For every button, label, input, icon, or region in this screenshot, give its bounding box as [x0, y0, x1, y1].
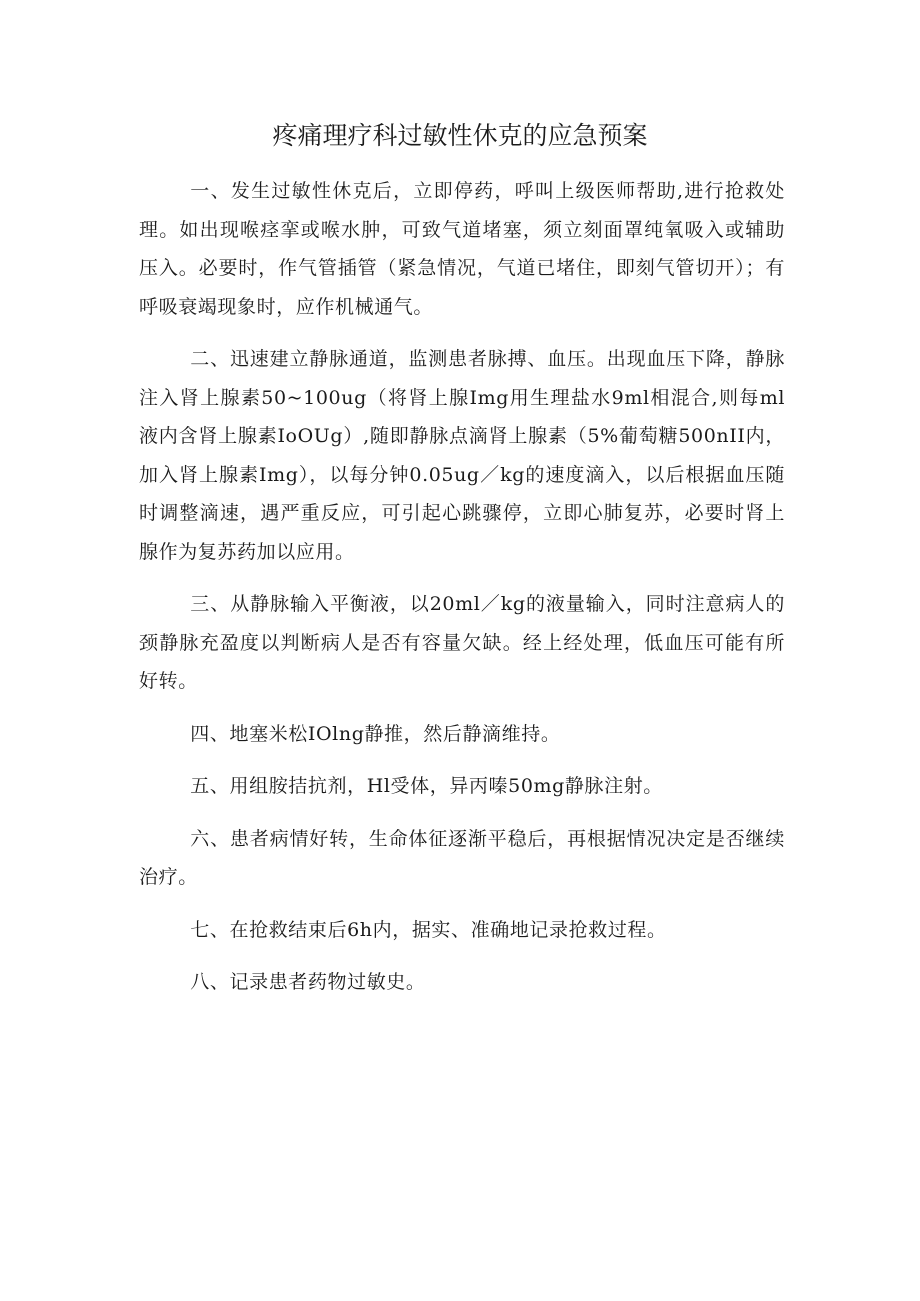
- document-body: [139, 172, 785, 1016]
- paragraph-8: 八、记录患者药物过敏史。: [190, 971, 426, 993]
- paragraph-3: 三、从静脉输入平衡液，以20ml／kg的液量输入，同时注意病人的颈静脉充盈度以判断病人是否有容量欠缺。经上经处理，低血压可能有所好转。: [139, 593, 785, 692]
- paragraph-7: 七、在抢救结束后6h内，据实、准确地记录抢救过程。: [190, 918, 667, 941]
- paragraph-1: 一、发生过敏性休克后，立即停药，呼叫上级医师帮助,进行抢救处理。如出现喉痉挛或喉水肿，可致气道堵塞，须立刻面罩纯氧吸入或辅助压入。必要时，作气管插管（紧急情况，气道已堵住，即刻气管切开）；有呼吸衰竭现象时，应作机械通气。: [139, 180, 785, 318]
- document-title: 疼痛理疗科过敏性休克的应急预案: [272, 121, 648, 150]
- paragraph-2: 二、迅速建立静脉通道，监测患者脉搏、血压。出现血压下降，静脉注入肾上腺素50~100ug（将肾上腺Img用生理盐水9ml相混合,则每ml液内含肾上腺素IoOUg）,随即静脉点滴肾上腺素（5%葡萄糖500nII内，加入肾上腺素Img），以每分钟0.05ug／kg的速度滴入，以后根据血压随时调整滴速，遇严重反应，可引起心跳骤停，立即心肺复苏，必要时肾上腺作为复苏药加以应用。: [139, 348, 785, 563]
- paragraph-6: 六、患者病情好转，生命体征逐渐平稳后，再根据情况决定是否继续治疗。: [139, 827, 785, 888]
- paragraph-4: 四、地塞米松IOlng静推，然后静滴维持。: [190, 722, 561, 745]
- paragraph-5: 五、用组胺拮抗剂，Hl受体，异丙嗪50mg静脉注射。: [190, 775, 663, 797]
